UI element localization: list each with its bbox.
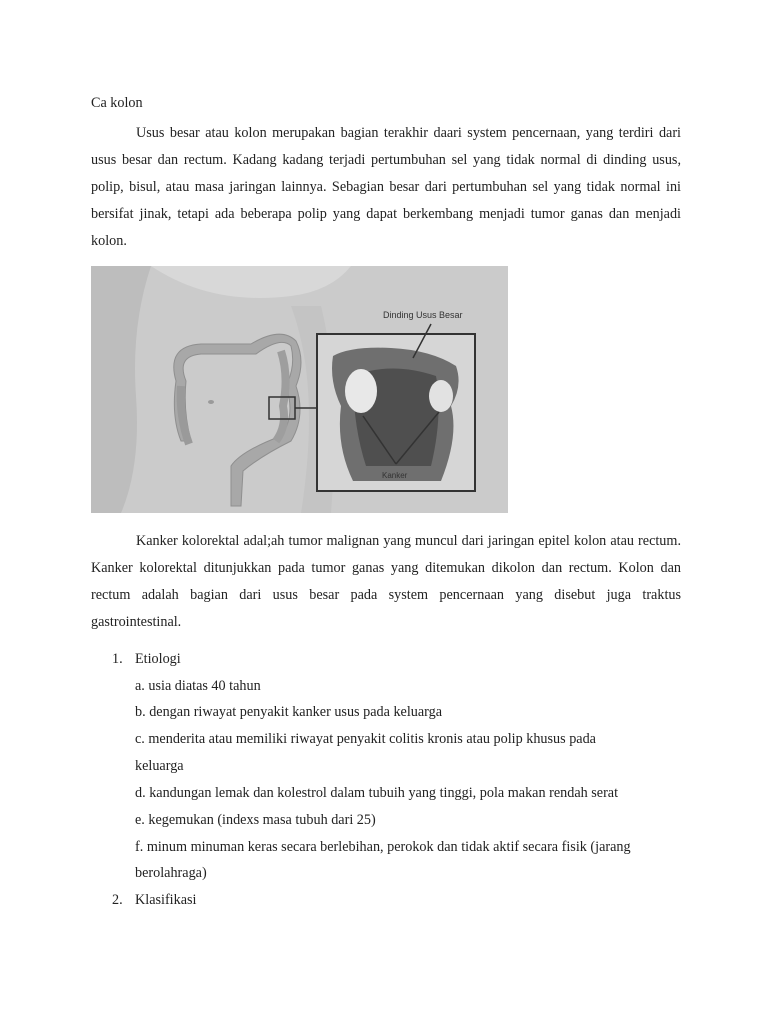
etiologi-item: d. kandungan lemak dan kolestrol dalam tubuih yang tinggi, pola makan rendah serat bbox=[135, 785, 619, 801]
etiologi-item: berolahraga) bbox=[135, 865, 207, 881]
section-heading-etiologi: Etiologi bbox=[135, 651, 181, 667]
intro-paragraph-text: Usus besar atau kolon merupakan bagian terakhir daari system pencernaan, yang terdiri dari usus besar dan rectum. Kadang kadang terjadi pertumbuhan sel yang tidak normal di dinding usus, polip, bisul, atau masa jaringan lainnya. Sebagian besar dari pertumbuhan sel yang tidak normal ini bersifat jinak, tetapi ada beberapa polip yang dapat berkembang menjadi tumor ganas dan menjadi kolon. bbox=[91, 125, 681, 249]
colon-diagram bbox=[91, 266, 508, 513]
etiologi-item: a. usia diatas 40 tahun bbox=[135, 678, 261, 694]
label-colon-wall: Dinding Usus Besar bbox=[383, 310, 463, 320]
section-number-1: 1. bbox=[112, 651, 123, 667]
etiologi-item: f. minum minuman keras secara berlebihan, perokok dan tidak aktif secara fisik (jarang bbox=[135, 839, 631, 855]
section-number-2: 2. bbox=[112, 892, 123, 908]
etiologi-item: e. kegemukan (indexs masa tubuh dari 25) bbox=[135, 812, 376, 828]
section-heading-klasifikasi: Klasifikasi bbox=[135, 892, 197, 908]
crc-paragraph bbox=[91, 528, 681, 636]
crc-paragraph-text: Kanker kolorektal adal;ah tumor malignan yang muncul dari jaringan epitel kolon atau rectum. Kanker kolorektal ditunjukkan pada tumor ganas yang ditemukan dikolon dan rectum. Kolon dan rectum adalah bagian dari usus besar pada system pencernaan yang disebut juga traktus gastrointestinal. bbox=[91, 533, 681, 630]
etiologi-item: c. menderita atau memiliki riwayat penyakit colitis kronis atau polip khusus pada bbox=[135, 731, 596, 747]
label-cancer: Kanker bbox=[382, 471, 408, 480]
colon-cancer-illustration bbox=[91, 266, 508, 513]
etiologi-item: keluarga bbox=[135, 758, 184, 774]
intro-paragraph bbox=[91, 120, 681, 255]
document-title: Ca kolon bbox=[91, 95, 143, 111]
etiologi-item: b. dengan riwayat penyakit kanker usus pada keluarga bbox=[135, 704, 443, 720]
